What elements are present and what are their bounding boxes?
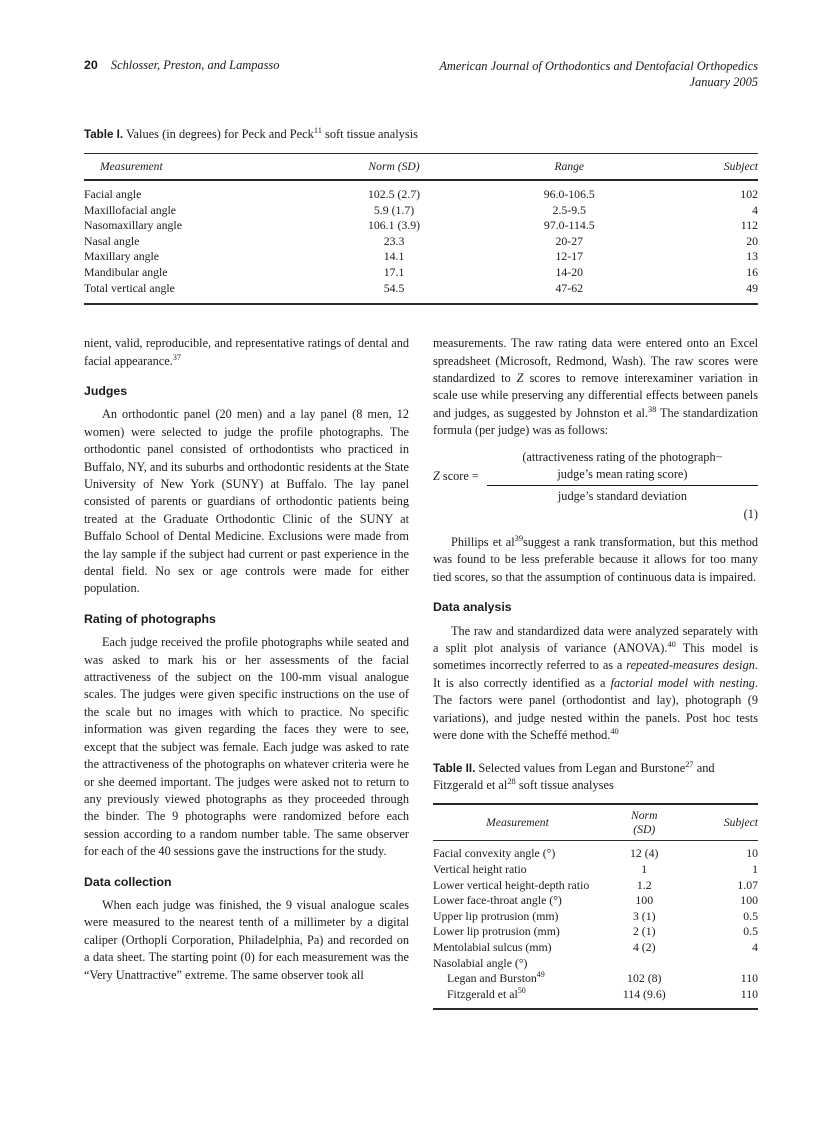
table-cell — [602, 956, 687, 972]
table-cell: 16 — [746, 264, 758, 279]
table-cell: 14.1 — [383, 249, 405, 264]
table-1-title — [84, 126, 758, 143]
table-1-label: Table I. — [84, 128, 124, 141]
table-row — [84, 180, 758, 203]
fraction-denominator: judge’s standard deviation — [557, 488, 687, 503]
text-segment: This model is sometimes incorrectly referred to as a — [433, 641, 758, 673]
text-segment: Upper lip protrusion (mm) — [433, 908, 559, 923]
reference-superscript: 38 — [648, 404, 657, 414]
table-cell: 102 (8) — [627, 971, 662, 986]
table-row — [84, 203, 758, 219]
paragraph — [84, 634, 409, 860]
table-cell: Nasal angle — [84, 233, 140, 248]
norm-header-line: Norm — [631, 809, 658, 823]
text-segment: The raw and standardized data were analyzed separately with a split plot analysis of variance (ANOVA). — [433, 623, 758, 656]
text-segment: factorial model with nesting — [610, 675, 755, 690]
table-cell: 1.07 — [737, 877, 758, 892]
table-cell: 20-27 — [555, 233, 584, 248]
numerator-line: judge’s mean rating score) — [557, 466, 688, 481]
table-cell: 96.0-106.5 — [543, 187, 595, 201]
table-cell: 114 (9.6) — [622, 986, 666, 1001]
table-cell — [433, 878, 602, 894]
table-cell: 17.1 — [383, 264, 405, 279]
table-cell: 23.3 — [383, 233, 405, 248]
text-segment: Each judge received the profile photographs while seated and was asked to mark his or her assessments of the facial attractiveness of the subject on the 100-mm visual analogue scales. The judges were given specific instructions on the use of the scale but no images with which to practice. No specific information was given regarding the faces they were to see, except that the subject was female. Each judge was asked to rate the attractiveness of the photographs on whatever criteria were he or she deemed important. The judges were asked not to return to any previously viewed photographs as they proceeded through the binder. The 9 photographs were randomized before each session according to a random number table. The same observer for each of the 40 sessions gave the instructions for the study. — [84, 635, 409, 859]
paragraph — [433, 623, 758, 745]
table-cell: 3 (1) — [632, 908, 656, 923]
column-header: Measurement — [100, 160, 163, 173]
reference-superscript: 40 — [667, 639, 676, 649]
table-cell: 12 (4) — [629, 846, 659, 861]
text-segment: and Fitzgerald et al — [433, 761, 715, 793]
table-cell: 47-62 — [555, 280, 584, 295]
table-row — [433, 862, 758, 878]
reference-superscript: 40 — [610, 726, 619, 736]
table-row — [84, 218, 758, 234]
table-cell: Maxillary angle — [84, 249, 160, 264]
text-segment: Nasolabial angle (°) — [433, 955, 528, 970]
section-heading: Rating of photographs — [84, 611, 216, 626]
table-row — [433, 987, 758, 1010]
table-cell — [433, 893, 602, 909]
table-cell: 106.1 (3.9) — [367, 218, 421, 233]
table-cell: 102.5 (2.7) — [367, 187, 421, 201]
table-cell — [433, 841, 602, 862]
table-cell — [433, 971, 602, 987]
text-segment: soft tissue analysis — [321, 127, 418, 141]
table-2-title — [433, 760, 758, 794]
table-1-header-row — [84, 154, 758, 181]
table-row — [433, 909, 758, 925]
table-row — [84, 234, 758, 250]
reference-superscript: 49 — [536, 970, 545, 980]
text-segment: repeated-measures design — [626, 658, 755, 673]
numerator-line: (attractiveness rating of the photograph− — [522, 449, 723, 464]
body-columns — [84, 335, 758, 1010]
reference-superscript: 11 — [313, 124, 322, 135]
table-cell: 110 — [740, 986, 758, 1001]
text-segment: The standardization formula (per judge) was as follows: — [433, 405, 758, 438]
table-cell: 54.5 — [383, 280, 405, 295]
table-cell — [433, 940, 602, 956]
table-cell — [433, 987, 602, 1010]
norm-header-line: (SD) — [633, 822, 656, 836]
table-cell: 110 — [740, 971, 758, 986]
text-segment: Lower lip protrusion (mm) — [433, 924, 560, 939]
text-segment: Z — [433, 468, 440, 483]
table-row — [433, 940, 758, 956]
equation-number: (1) — [743, 506, 758, 521]
text-segment: nient, valid, reproducible, and representative ratings of dental and facial appearance. — [84, 336, 409, 368]
table-2-grid — [433, 803, 758, 1010]
paragraph — [433, 534, 758, 586]
text-segment: suggest a rank transformation, but this method was found to be less preferable because it allows for too many tied scores, so that the assumption of continuous data is impaired. — [433, 535, 758, 584]
table-row — [433, 971, 758, 987]
reference-superscript: 39 — [514, 533, 524, 543]
text-segment: Values (in degrees) for Peck and Peck — [123, 127, 314, 141]
text-segment: Selected values from Legan and Burstone — [475, 761, 686, 776]
text-segment: Lower face-throat angle (°) — [433, 893, 562, 908]
section-heading: Data collection — [84, 874, 172, 889]
running-head — [84, 58, 758, 90]
text-segment: Lower vertical height-depth ratio — [433, 877, 590, 892]
journal-name: American Journal of Orthodontics and Dentofacial Orthopedics — [439, 59, 758, 73]
fraction-numerator — [487, 449, 758, 486]
table-row — [433, 878, 758, 894]
text-segment: soft tissue analyses — [515, 778, 614, 793]
text-segment: measurements. The raw rating data were entered onto an Excel spreadsheet (Microsoft, Redmond, Wash). The raw scores were standardized to — [433, 336, 758, 385]
table-cell: 49 — [746, 280, 758, 295]
table-cell: 12-17 — [555, 249, 584, 264]
table-cell: 4 — [752, 202, 758, 217]
reference-superscript: 37 — [172, 352, 182, 362]
text-segment: . The factors were panel (orthodontist and lay), photograph (9 variations), and judge nested within the panels. Post hoc tests were done with the Scheffé method. — [433, 675, 758, 743]
table-row — [84, 265, 758, 281]
page-number: 20 — [84, 58, 98, 72]
paragraph — [84, 897, 409, 984]
table-cell: 4 — [752, 940, 758, 955]
equation-fraction-row — [433, 449, 758, 505]
section-heading: Judges — [84, 383, 128, 398]
paragraph — [433, 335, 758, 439]
table-1 — [84, 126, 758, 305]
table-cell: 102 — [740, 187, 758, 201]
right-column — [433, 335, 758, 1010]
text-segment: Phillips et al — [451, 535, 515, 549]
table-cell: Total vertical angle — [84, 280, 175, 295]
running-head-left — [84, 58, 279, 73]
table-row — [433, 841, 758, 862]
table-cell — [687, 956, 759, 972]
reference-superscript: 27 — [685, 759, 694, 770]
text-segment: Facial convexity angle (°) — [433, 846, 556, 861]
z-score-lhs — [433, 468, 487, 485]
text-segment: Z — [516, 370, 524, 385]
table-cell: 0.5 — [743, 908, 758, 923]
table-row — [84, 249, 758, 265]
table-cell — [433, 924, 602, 940]
table-2-header-row — [433, 804, 758, 841]
paragraph — [84, 335, 409, 370]
table-cell: 14-20 — [555, 264, 584, 279]
running-head-right — [439, 58, 758, 90]
issue-date: January 2005 — [689, 75, 758, 89]
table-cell: Maxillofacial angle — [84, 202, 177, 217]
text-segment: scores to remove interexaminer variation in scale use while preserving any differential effects between panels and judges, as suggested by Johnston et al. — [433, 370, 758, 420]
table-cell: 10 — [746, 846, 758, 861]
table-cell: 2 (1) — [632, 924, 656, 939]
column-header — [602, 804, 687, 841]
table-1-grid — [84, 153, 758, 305]
text-segment: Mentolabial sulcus (mm) — [433, 940, 552, 955]
table-2 — [433, 760, 758, 1010]
table-cell: 1 — [641, 862, 648, 877]
text-segment: Vertical height ratio — [433, 862, 527, 877]
text-segment: Legan and Burston — [447, 971, 537, 986]
left-column — [84, 335, 409, 1010]
paragraph — [84, 406, 409, 597]
column-header: Range — [554, 160, 585, 173]
table-2-label: Table II. — [433, 762, 476, 776]
reference-superscript: 28 — [507, 776, 516, 787]
column-header: Subject — [723, 160, 758, 173]
table-cell: 0.5 — [743, 924, 758, 939]
table-cell — [433, 956, 602, 972]
column-header: Subject — [723, 816, 758, 830]
table-cell: Facial angle — [84, 187, 142, 201]
table-cell: 20 — [746, 233, 758, 248]
table-cell: 4 (2) — [632, 940, 656, 955]
column-header: Measurement — [486, 816, 549, 830]
section-heading: Data analysis — [433, 600, 512, 615]
table-cell: 100 — [635, 893, 654, 908]
table-cell — [433, 909, 602, 925]
table-cell: 100 — [740, 893, 758, 908]
text-segment: Fitzgerald et al — [447, 986, 518, 1001]
table-cell: 1 — [752, 862, 758, 877]
running-authors: Schlosser, Preston, and Lampasso — [110, 58, 280, 72]
table-row — [433, 956, 758, 972]
text-segment: score = — [439, 468, 479, 483]
table-cell: 1.2 — [636, 877, 652, 892]
table-row — [433, 893, 758, 909]
table-cell: 5.9 (1.7) — [373, 202, 415, 217]
text-segment: . It is also correctly identified as a — [433, 658, 758, 690]
text-segment: An orthodontic panel (20 men) and a lay panel (8 men, 12 women) were selected to judge the profile photographs. The orthodontic panel consisted of orthodontists who practiced in Buffalo, NY, and its suburbs and orthodontic residents at the State University of New York (SUNY) at Buffalo. The lay panel consisted of parents or guardians of orthodontic patients being treated at the Graduate Orthodontic Clinic of the SUNY at Buffalo School of Dental Medicine. Exclusions were made from the lay sample if the subject had current or past experience in the dental field. No sex or age controls were made for either population. — [84, 407, 409, 596]
table-cell: 97.0-114.5 — [543, 218, 595, 233]
reference-superscript: 50 — [517, 985, 526, 995]
table-row — [84, 281, 758, 305]
equation-1 — [433, 449, 758, 523]
table-cell: 2.5-9.5 — [552, 202, 586, 217]
table-cell: 112 — [740, 218, 758, 233]
column-header: Norm (SD) — [368, 160, 420, 173]
fraction — [487, 449, 758, 505]
table-cell: Mandibular angle — [84, 264, 168, 279]
table-cell — [433, 862, 602, 878]
table-row — [433, 924, 758, 940]
table-cell: Nasomaxillary angle — [84, 218, 182, 233]
table-cell: 13 — [746, 249, 758, 264]
text-segment: When each judge was finished, the 9 visual analogue scales were measured to the nearest tenth of a millimeter by a digital caliper (Orthopli Corporation, Philadelphia, Pa) and recorded on a data sheet. The starting point (0) for each measurement was the “Very Unattractive” extreme. The same observer took all — [84, 897, 409, 982]
